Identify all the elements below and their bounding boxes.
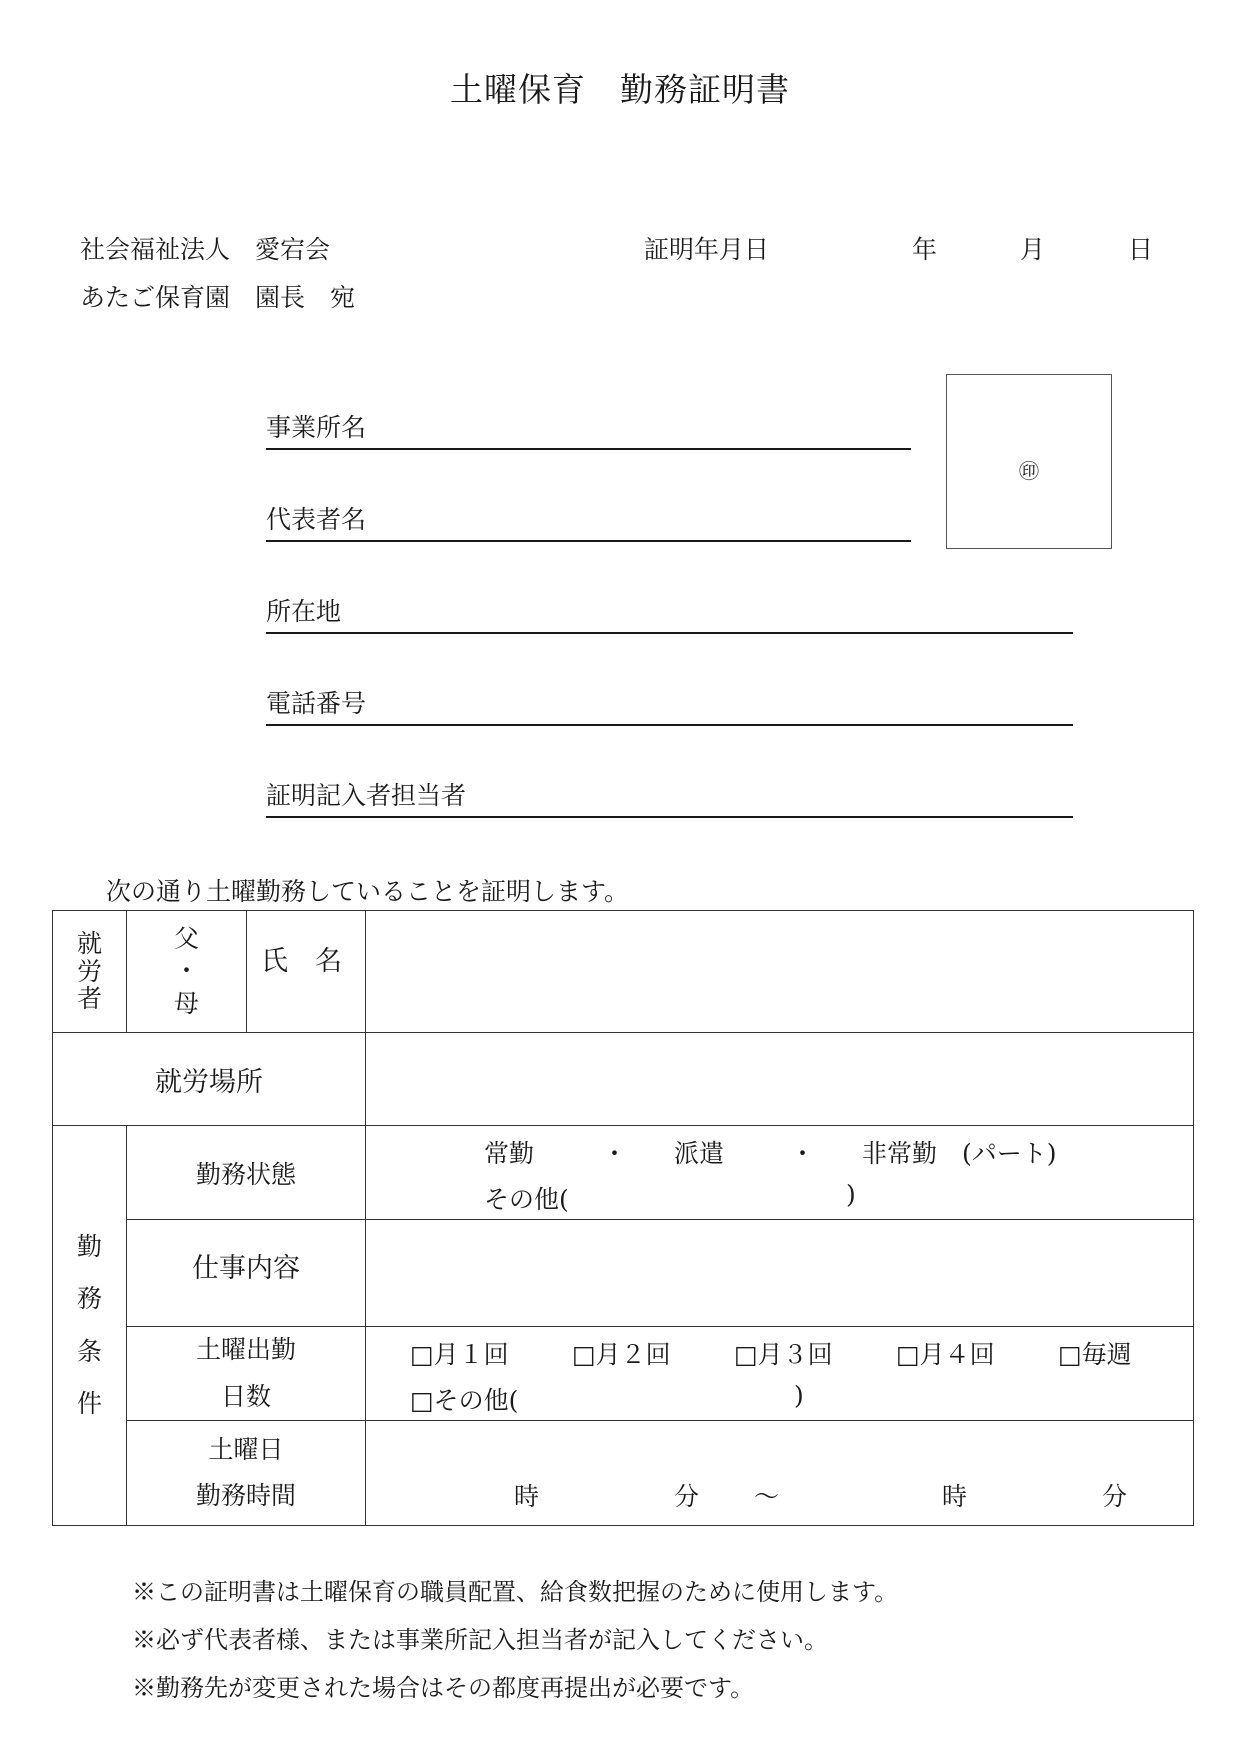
name-label: 氏 名 [261,946,342,977]
father-label: 父 [173,923,199,953]
start-minute-label: 分 [674,1482,700,1511]
range-tilde: 〜 [754,1482,780,1511]
conditions-label-cell [53,1126,127,1526]
date-day-label: 日 [1128,235,1154,264]
end-minute-label: 分 [1102,1482,1128,1511]
job-description-row [53,1220,1194,1327]
option-other-close: ) [846,1180,856,1209]
hours-label-cell [127,1421,366,1526]
hours-input-cell[interactable] [366,1421,1194,1526]
days-option-1[interactable]: □月１回 [410,1340,509,1369]
workplace-input-cell[interactable] [366,1033,1194,1126]
date-year-label: 年 [912,235,938,264]
option-separator-1: ・ [602,1139,628,1168]
option-other[interactable]: その他( [484,1185,569,1214]
option-dispatch[interactable]: 派遣 [674,1139,725,1168]
days-option-2[interactable]: □月２回 [572,1340,671,1369]
conditions-char-4: 件 [76,1389,102,1418]
saturday-days-row [53,1327,1194,1421]
address-label: 所在地 [266,597,342,626]
hours-label-1: 土曜日 [208,1434,284,1464]
note-1: ※この証明書は土曜保育の職員配置、給食数把握のために使用します。 [132,1578,899,1606]
workplace-label-cell [53,1033,366,1126]
worker-row [53,911,1194,1033]
addressee-line-1: 社会福祉法人 愛宕会 [80,235,331,264]
days-label-cell [127,1327,366,1421]
days-option-3[interactable]: □月３回 [734,1340,833,1369]
mother-label: 母 [173,988,199,1018]
job-label: 仕事内容 [192,1253,300,1284]
job-label-cell [127,1220,366,1327]
days-label-1: 土曜出勤 [195,1335,296,1365]
office-name-field[interactable] [266,412,911,450]
conditions-char-3: 条 [76,1336,102,1366]
days-option-other-close: ) [794,1381,804,1410]
phone-field[interactable] [266,688,1073,726]
representative-field[interactable] [266,504,911,542]
representative-label: 代表者名 [266,505,367,534]
name-label-cell [247,911,366,1033]
date-month-label: 月 [1020,235,1046,264]
employment-type-row [53,1126,1194,1220]
days-option-4[interactable]: □月４回 [896,1340,995,1369]
conditions-char-1: 勤 [76,1231,102,1261]
option-separator-2: ・ [790,1139,816,1168]
parent-cell[interactable] [127,911,247,1033]
address-field[interactable] [266,596,1073,634]
date-label: 証明年月日 [644,235,770,264]
hours-label-2: 勤務時間 [195,1481,296,1510]
phone-label: 電話番号 [266,689,367,718]
document-title: 土曜保育 勤務証明書 [450,70,790,109]
days-option-other[interactable]: □その他( [410,1386,519,1415]
days-label-2: 日数 [220,1381,271,1411]
note-3: ※勤務先が変更された場合はその都度再提出が必要です。 [132,1674,755,1702]
work-certificate-table [52,910,1194,1526]
worker-char-1: 就 [76,929,102,959]
days-option-weekly[interactable]: □毎週 [1058,1340,1132,1369]
days-options-cell[interactable] [366,1327,1194,1421]
office-name-label: 事業所名 [266,413,367,442]
certifier-field[interactable] [266,780,1073,818]
start-hour-label: 時 [514,1482,540,1511]
saturday-hours-row [53,1421,1194,1526]
worker-char-3: 者 [76,984,102,1014]
worker-char-2: 労 [76,956,102,986]
workplace-row [53,1033,1194,1126]
end-hour-label: 時 [942,1482,968,1511]
employment-type-cell[interactable] [366,1126,1194,1220]
note-2: ※必ず代表者様、または事業所記入担当者が記入してください。 [132,1626,828,1654]
employment-type-label-cell [127,1126,366,1220]
seal-mark: ㊞ [1019,459,1039,483]
name-input-cell[interactable] [366,911,1194,1033]
employment-type-label: 勤務状態 [195,1159,296,1189]
job-input-cell[interactable] [366,1220,1194,1327]
separator-dot: ・ [173,956,199,986]
worker-label-cell [53,911,127,1033]
addressee-line-2: あたご保育園 園長 宛 [80,283,356,312]
option-parttime[interactable]: 非常勤 (パート) [862,1139,1057,1168]
statement: 次の通り土曜勤務していることを証明します。 [106,877,630,906]
conditions-char-2: 務 [76,1284,102,1313]
seal-box[interactable] [946,374,1112,549]
certifier-label: 証明記入者担当者 [266,781,467,810]
workplace-label: 就労場所 [155,1066,263,1098]
option-fulltime[interactable]: 常勤 [484,1139,535,1168]
